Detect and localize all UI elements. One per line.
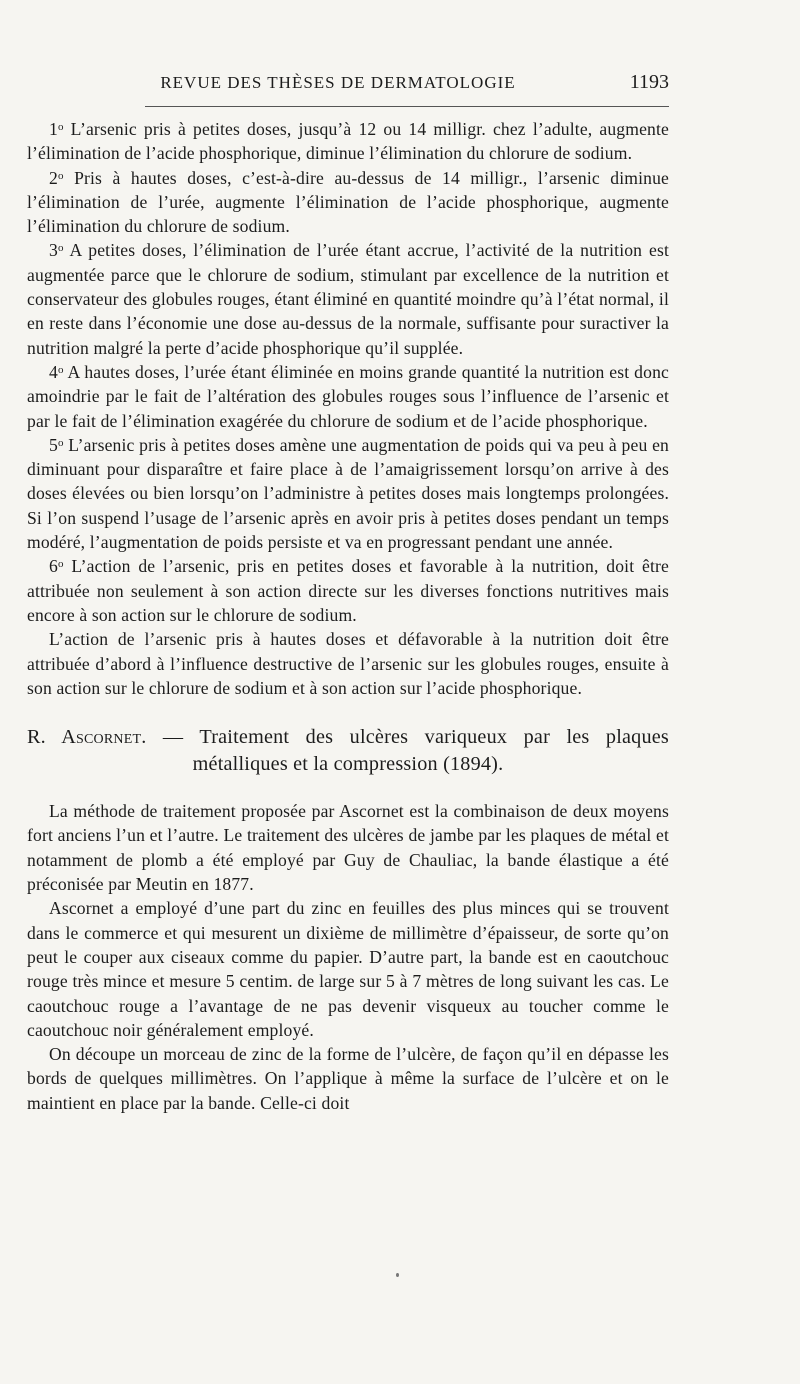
section-heading [27,724,669,778]
section-paragraph: On découpe un morceau de zinc de la forme de l’ulcère, de façon qu’il en dépasse les bords de quelques millimètres. On l’applique à même la surface de l’ulcère et on le maintient en place par la bande. Celle-ci doit [27,1044,669,1113]
section-paragraph: Ascornet a employé d’une part du zinc en feuilles des plus minces qui se trouvent dans le commerce et qui mesurent un dixième de millimètre d’épaisseur, de sorte qu’on peut le couper aux ciseaux comme du papier. D’autre part, la bande est en caoutchouc rouge très mince et mesure 5 centim. de large sur 5 à 7 mètres de long suivant les cas. Le caoutchouc rouge a l’avantage de ne pas devenir visqueux au toucher comme le caoutchouc noir généralement employé. [27,898,669,1040]
conclusion-text: L’arsenic pris à petites doses amène une augmentation de poids qui va peu à peu en diminuant pour disparaître et faire place à de l’amaigrissement lorsqu’on arrive à des doses élevées ou bien lorsqu’on l’administre à petites doses mais longtemps prolongées. Si l’on suspend l’usage de l’arsenic après en avoir pris à petites doses pendant un temps modéré, l’augmentation de poids persiste et va en progressant pendant une année. [27,434,669,553]
conclusion-7 [27,627,669,700]
body-text [27,117,669,1115]
conclusion-text: A petites doses, l’élimination de l’urée étant accrue, l’activité de la nutrition est augmentée parce que le chlorure de sodium, stimulant par excellence de la nutrition et conservateur des globules rouges, étant éliminé en quantité moindre qu’à l’état normal, il en reste dans l’économie une dose au-dessus de la normale, suffisante pour suractiver la nutrition malgré la perte d’acide phosphorique qu’il supplée. [27,240,669,358]
conclusion-number: 6 [49,556,58,577]
conclusion-text: A hautes doses, l’urée étant éliminée en moins grande quantité la nutrition est donc amoindrie par le fait de l’altération des globules rouges sous l’influence de l’arsenic et par le fait de l’élimination exagérée du chlorure de sodium et de l’acide phosphorique. [27,361,669,431]
conclusion-5 [27,433,669,554]
header-rule [145,106,669,107]
conclusion-3 [27,238,669,359]
print-speck [396,1273,399,1277]
conclusion-text: L’action de l’arsenic, pris en petites doses et favorable à la nutrition, doit être attribuée non seulement à son action directe sur les diverses fonctions nutritives mais encore à son action sur le chlorure de sodium. [27,556,669,625]
heading-title-part-1: Traitement des ulcères variqueux par les plaques [199,726,669,749]
conclusion-number: 2 [49,167,58,188]
ordinal-mark: o [57,363,64,376]
conclusion-number: 3 [49,240,58,261]
running-title: REVUE DES THÈSES DE DERMATOLOGIE [160,73,516,92]
running-head [27,62,669,102]
heading-line-1 [27,724,669,751]
conclusion-number: 4 [49,361,58,382]
ordinal-mark: o [57,436,64,449]
conclusion-1 [27,117,669,166]
conclusion-2 [27,166,669,239]
conclusion-text: L’action de l’arsenic pris à hautes doses et défavorable à la nutrition doit être attribuée d’abord à l’influence destructive de l’arsenic sur les globules rouges, ensuite à son action sur le chlorure de sodium et à son action sur l’acide phosphorique. [27,629,669,698]
conclusion-text: L’arsenic pris à petites doses, jusqu’à 12 ou 14 milligr. chez l’adulte, augmente l’élimination de l’acide phosphorique, diminue l’élimination du chlorure de sodium. [27,119,669,164]
ordinal-mark: o [57,169,64,182]
conclusion-number: 5 [49,434,58,455]
conclusion-number: 1 [49,119,58,139]
page [27,62,669,1115]
section-paragraph: La méthode de traitement proposée par Ascornet est la combinaison de deux moyens fort anciens l’un et l’autre. Le traitement des ulcères de jambe par les plaques de métal et notamment de plomb a été employé par Guy de Chauliac, la bande élastique a été préconisée par Meutin en 1877. [27,801,669,895]
conclusion-text: Pris à hautes doses, c’est-à-dire au-dessus de 14 milligr., l’arsenic diminue l’élimination de l’urée, augmente l’élimination de l’acide phosphorique, augmente l’élimination du chlorure de sodium. [27,167,669,237]
author-name: R. Ascornet. [27,726,147,749]
ordinal-mark: o [57,121,64,133]
heading-line-2: métalliques et la compression (1894). [192,753,504,776]
ordinal-mark: o [57,558,64,571]
ordinal-mark: o [57,242,64,255]
heading-dash: — [146,726,200,749]
conclusion-6 [27,554,669,627]
page-number: 1193 [629,71,669,93]
conclusion-4 [27,360,669,433]
